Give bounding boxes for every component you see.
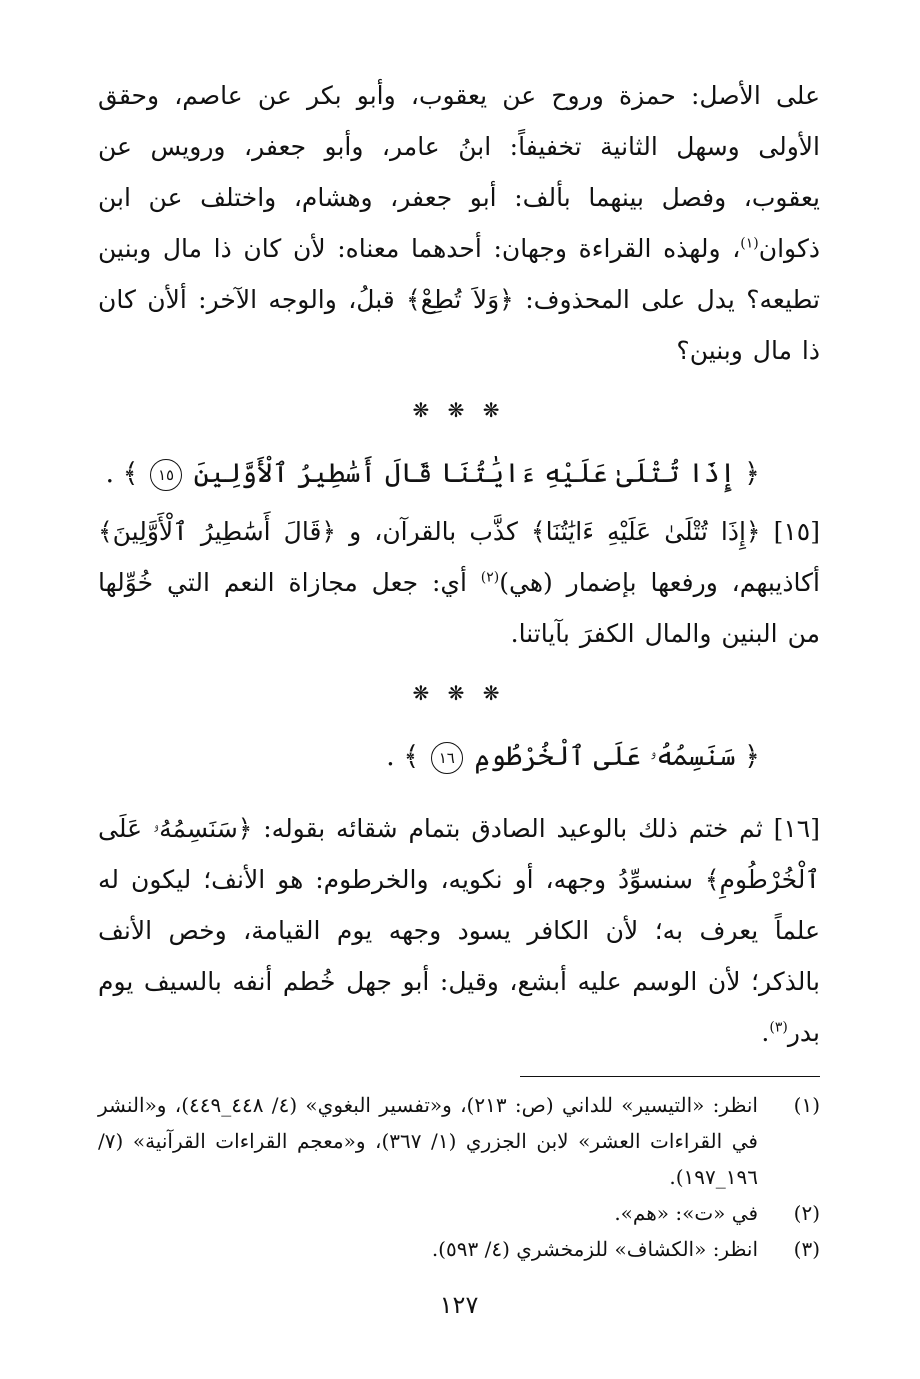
section-separator: ❋ ❋ ❋ [412, 398, 506, 422]
verse-close-bracket: ﴾ [403, 741, 420, 772]
footnote-text: في «ت»: «هم». [614, 1201, 758, 1225]
footnote-text: انظر: «التيسير» للداني (ص: ٢١٣)، و«تفسير البغوي» (٤/ ٤٤٨_٤٤٩)، و«النشر في القراءات العشر» لابن الجزري (١/ ٣٦٧)، و«معجم القراءات القرآنية» (٧/ ١٩٦_١٩٧). [98, 1093, 758, 1189]
paragraph-text: على الأصل: حمزة وروح عن يعقوب، وأبو بكر عن عاصم، وحقق الأولى وسهل الثانية تخفيفاً: ابنُ عامر، وأبو جعفر، ورويس عن يعقوب، وفصل بينهما بألف: أبو جعفر، وهشام، واختلف عن ابن ذكوان [98, 81, 820, 263]
footnote-number: (١) [793, 1093, 820, 1117]
paragraph-readings [98, 70, 820, 376]
verse-open-bracket: ﴿ [744, 458, 760, 489]
section-separator: ❋ ❋ ❋ [412, 681, 506, 705]
footnote-divider [520, 1076, 820, 1077]
page-body [98, 70, 820, 1330]
verse-open-bracket: ﴿ [744, 741, 760, 772]
footnote-ref-3[interactable]: (٣) [769, 1019, 788, 1036]
verse-16 [98, 727, 820, 789]
footnote-ref-1[interactable]: (١) [740, 235, 759, 252]
footnote-number: (٣) [793, 1237, 820, 1261]
paragraph-text: أي: جعل مجازاة النعم التي خُوِّلها من البنين والمال الكفرَ بآياتنا. [98, 568, 820, 648]
verse-tail: . [105, 458, 115, 489]
paragraph-commentary-15 [98, 506, 820, 659]
footnote-3 [98, 1231, 820, 1267]
footnote-ref-2[interactable]: (٢) [480, 569, 500, 586]
ayah-number-marker: ١٥ [150, 459, 182, 491]
paragraph-text: [١٦] ثم ختم ذلك بالوعيد الصادق بتمام شقائه بقوله: ﴿سَنَسِمُهُۥ عَلَى ٱلْخُرْطُومِ﴾ سنسوِّدُ وجهه، أو نكويه، والخرطوم: هو الأنف؛ ليكون له علماً يعرف به؛ لأن الكافر يسود وجهه يوم القيامة، وخص الأنف بالذكر؛ لأن الوسم عليه أبشع، وقيل: أبو جهل خُطم أنفه بالسيف يوم بدر [98, 814, 820, 1047]
verse-close-bracket: ﴾ [122, 458, 139, 489]
footnote-text: انظر: «الكشاف» للزمخشري (٤/ ٥٩٣). [431, 1237, 758, 1261]
verse-15 [98, 444, 820, 506]
verse-text: إِذَا تُتْلَىٰ عَلَيْهِ ءَايَٰتُنَا قَالَ أَسَٰطِيرُ ٱلْأَوَّلِينَ [193, 458, 736, 489]
footnote-1 [98, 1087, 820, 1195]
paragraph-text: . [761, 1018, 770, 1047]
footnote-2 [98, 1195, 820, 1231]
ayah-number-marker: ١٦ [431, 742, 463, 774]
page-number: ١٢٧ [439, 1291, 479, 1319]
paragraph-text: ، ولهذه القراءة وجهان: أحدهما معناه: لأن كان ذا مال وبنين تطيعه؟ يدل على المحذوف: ﴿وَلاَ تُطِعْ﴾ قبلُ، والوجه الآخر: ألأن كان ذا مال وبنين؟ [98, 234, 820, 365]
verse-tail: . [386, 741, 395, 772]
verse-text: سَنَسِمُهُۥ عَلَى ٱلْخُرْطُومِ [474, 741, 736, 772]
footnotes [98, 1087, 820, 1267]
paragraph-text: [١٥] ﴿إِذَا تُتْلَىٰ عَلَيْهِ ءَايَٰتُنَا﴾ كذَّب بالقرآن، و ﴿قَالَ أَسَٰطِيرُ ٱلْأَوَّلِينَ﴾ أكاذيبهم، ورفعها بإضمار (هي) [98, 517, 820, 597]
footnote-number: (٢) [793, 1201, 820, 1225]
paragraph-commentary-16 [98, 803, 820, 1058]
